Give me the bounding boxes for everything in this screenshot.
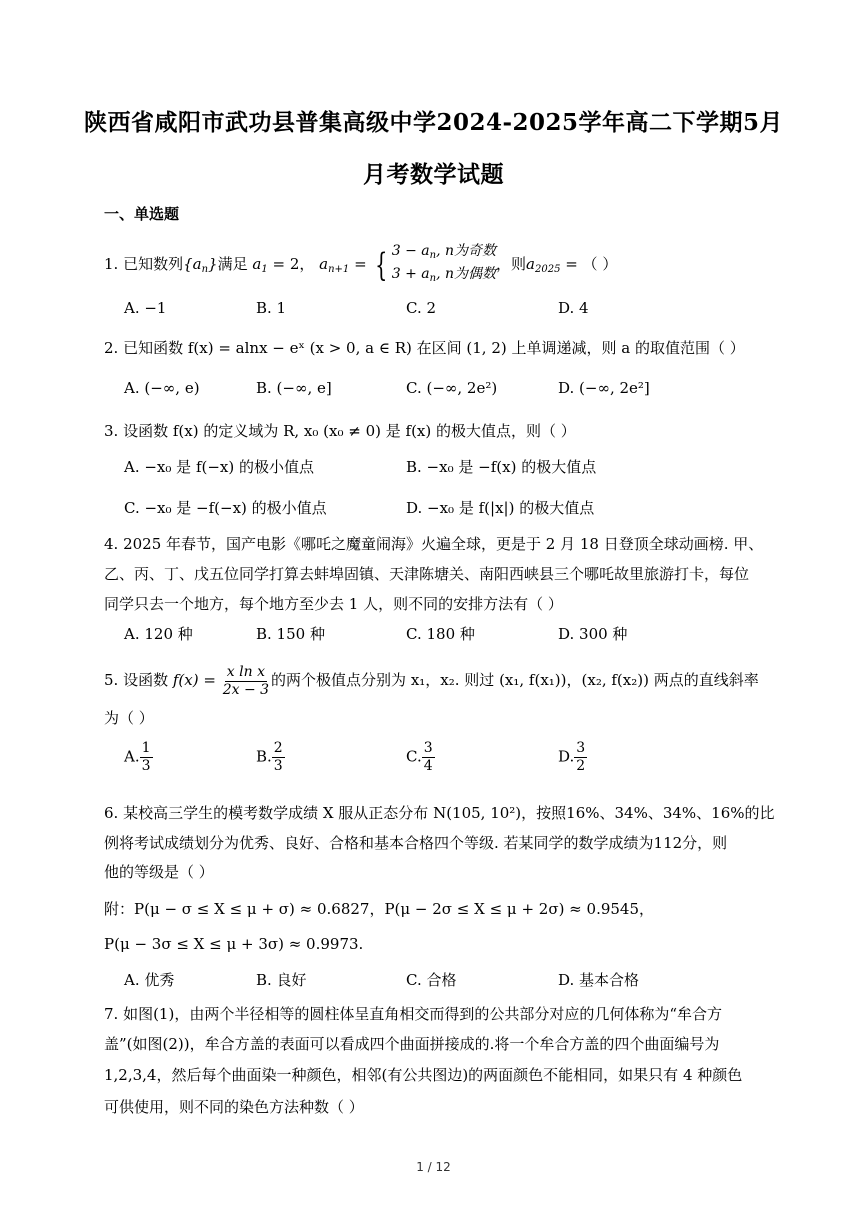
q2-option-c: C. (−∞, 2e²) <box>406 379 498 397</box>
q1-ask: $a_{2025}$ <box>526 255 561 275</box>
q3-option-a: A. −x₀ 是 f(−x) 的极小值点 <box>124 458 314 476</box>
question-5 <box>104 660 759 700</box>
q6-option-b: B. 良好 <box>256 971 307 989</box>
q3-option-b: B. −x₀ 是 −f(x) 的极大值点 <box>406 458 597 476</box>
q5-option-c: C. $\frac{3}{4}$ <box>406 740 433 774</box>
q1-case-2: $3 + a_n$, n为偶数 <box>391 266 497 284</box>
q5-option-b: B. $\frac{2}{3}$ <box>256 740 283 774</box>
q5-option-a: A. $\frac{1}{3}$ <box>124 740 151 774</box>
q1-cases <box>392 242 496 288</box>
q1-rec-eq: = <box>349 255 372 273</box>
q1-seq: $\{a_n\}$ <box>183 255 218 275</box>
q1-mid: 满足 <box>217 255 248 273</box>
question-7-line-2: 盖”(如图(2))，牟合方盖的表面可以看成四个曲面拼接成的.将一个牟合方盖的四个曲面编号为 <box>104 1035 720 1053</box>
q1-a1: $a_1$ <box>252 255 268 275</box>
q1-a1-val: = 2， <box>267 255 315 273</box>
q6-option-a: A. 优秀 <box>124 971 175 989</box>
question-5-line-2: 为（ ） <box>104 709 154 727</box>
question-2: 2. 已知函数 f(x) = alnx − eˣ (x > 0, a ∈ R) 在区间 (1, 2) 上单调递减，则 a 的取值范围（ ） <box>104 339 745 357</box>
q5-fraction: $\frac{\text{x ln x}}{2x - 3}$ <box>222 663 270 698</box>
q6-option-c: C. 合格 <box>406 971 457 989</box>
q4-option-d: D. 300 种 <box>558 625 628 643</box>
q1-brace: { <box>375 246 388 284</box>
q4-option-b: B. 150 种 <box>256 625 325 643</box>
question-3: 3. 设函数 f(x) 的定义域为 R, x₀ (x₀ ≠ 0) 是 f(x) 的极大值点，则（ ） <box>104 422 576 440</box>
page-number: 1 / 12 <box>416 1160 451 1174</box>
section-heading: 一、单选题 <box>104 205 180 223</box>
q1-pre: 1. 已知数列 <box>104 255 184 273</box>
title-line-1: 陕西省咸阳市武功县普集高级中学2024-2025学年高二下学期5月 <box>83 109 784 136</box>
q1-rec-lhs: $a_{n+1}$ <box>319 255 350 275</box>
q6-option-d: D. 基本合格 <box>558 971 640 989</box>
q5-post: 的两个极值点分别为 x₁，x₂. 则过 (x₁, f(x₁))，(x₂, f(x₂)) 两点的直线斜率 <box>271 671 759 689</box>
q1-post: ，则 <box>496 255 527 273</box>
question-6-line-1: 6. 某校高三学生的模考数学成绩 X 服从正态分布 N(105, 10²)，按照16%、34%、34%、16%的比 <box>104 804 775 822</box>
q1-case-1: $3 - a_n$, n为奇数 <box>391 243 497 261</box>
q1-ask-end: = （ ） <box>560 255 618 273</box>
q2-option-a: A. (−∞, e) <box>124 379 200 397</box>
title-line-2: 月考数学试题 <box>363 161 504 188</box>
question-4-line-1: 4. 2025 年春节，国产电影《哪吒之魔童闹海》火遍全球，更是于 2 月 18 日登顶全球动画榜. 甲、 <box>104 535 764 553</box>
question-6-appendix-1: 附：P(μ − σ ≤ X ≤ μ + σ) ≈ 0.6827，P(μ − 2σ ≤ X ≤ μ + 2σ) ≈ 0.9545， <box>104 900 655 918</box>
q1-option-c: C. 2 <box>406 299 437 317</box>
q1-option-b: B. 1 <box>256 299 287 317</box>
q1-option-a: A. −1 <box>124 299 167 317</box>
question-1 <box>104 242 617 282</box>
q1-option-d: D. 4 <box>558 299 589 317</box>
q4-option-a: A. 120 种 <box>124 625 193 643</box>
question-6-line-2: 例将考试成绩划分为优秀、良好、合格和基本合格四个等级. 若某同学的数学成绩为112分，则 <box>104 834 728 852</box>
question-6-appendix-2: P(μ − 3σ ≤ X ≤ μ + 3σ) ≈ 0.9973. <box>104 935 364 953</box>
question-6-line-3: 他的等级是（ ） <box>104 863 214 881</box>
question-4-line-3: 同学只去一个地方，每个地方至少去 1 人，则不同的安排方法有（ ） <box>104 595 563 613</box>
q2-option-b: B. (−∞, e] <box>256 379 332 397</box>
q3-option-c: C. −x₀ 是 −f(−x) 的极小值点 <box>124 499 327 517</box>
question-7-line-3: 1,2,3,4，然后每个曲面染一种颜色，相邻(有公共图边)的两面颜色不能相同，如果只有 4 种颜色 <box>104 1066 743 1084</box>
q2-option-d: D. (−∞, 2e²] <box>558 379 650 397</box>
q3-option-d: D. −x₀ 是 f(|x|) 的极大值点 <box>406 499 595 517</box>
q4-option-c: C. 180 种 <box>406 625 475 643</box>
question-4-line-2: 乙、丙、丁、戊五位同学打算去蚌埠固镇、天津陈塘关、南阳西峡县三个哪吒故里旅游打卡，每位 <box>104 565 750 583</box>
q5-function: f(x) = <box>172 671 221 689</box>
question-7-line-1: 7. 如图(1)，由两个半径相等的圆柱体呈直角相交而得到的公共部分对应的几何体称为“牟合方 <box>104 1005 722 1023</box>
q5-option-d: D. $\frac{3}{2}$ <box>558 740 586 774</box>
q5-pre: 5. 设函数 <box>104 671 169 689</box>
question-7-line-4: 可供使用，则不同的染色方法种数（ ） <box>104 1098 364 1116</box>
